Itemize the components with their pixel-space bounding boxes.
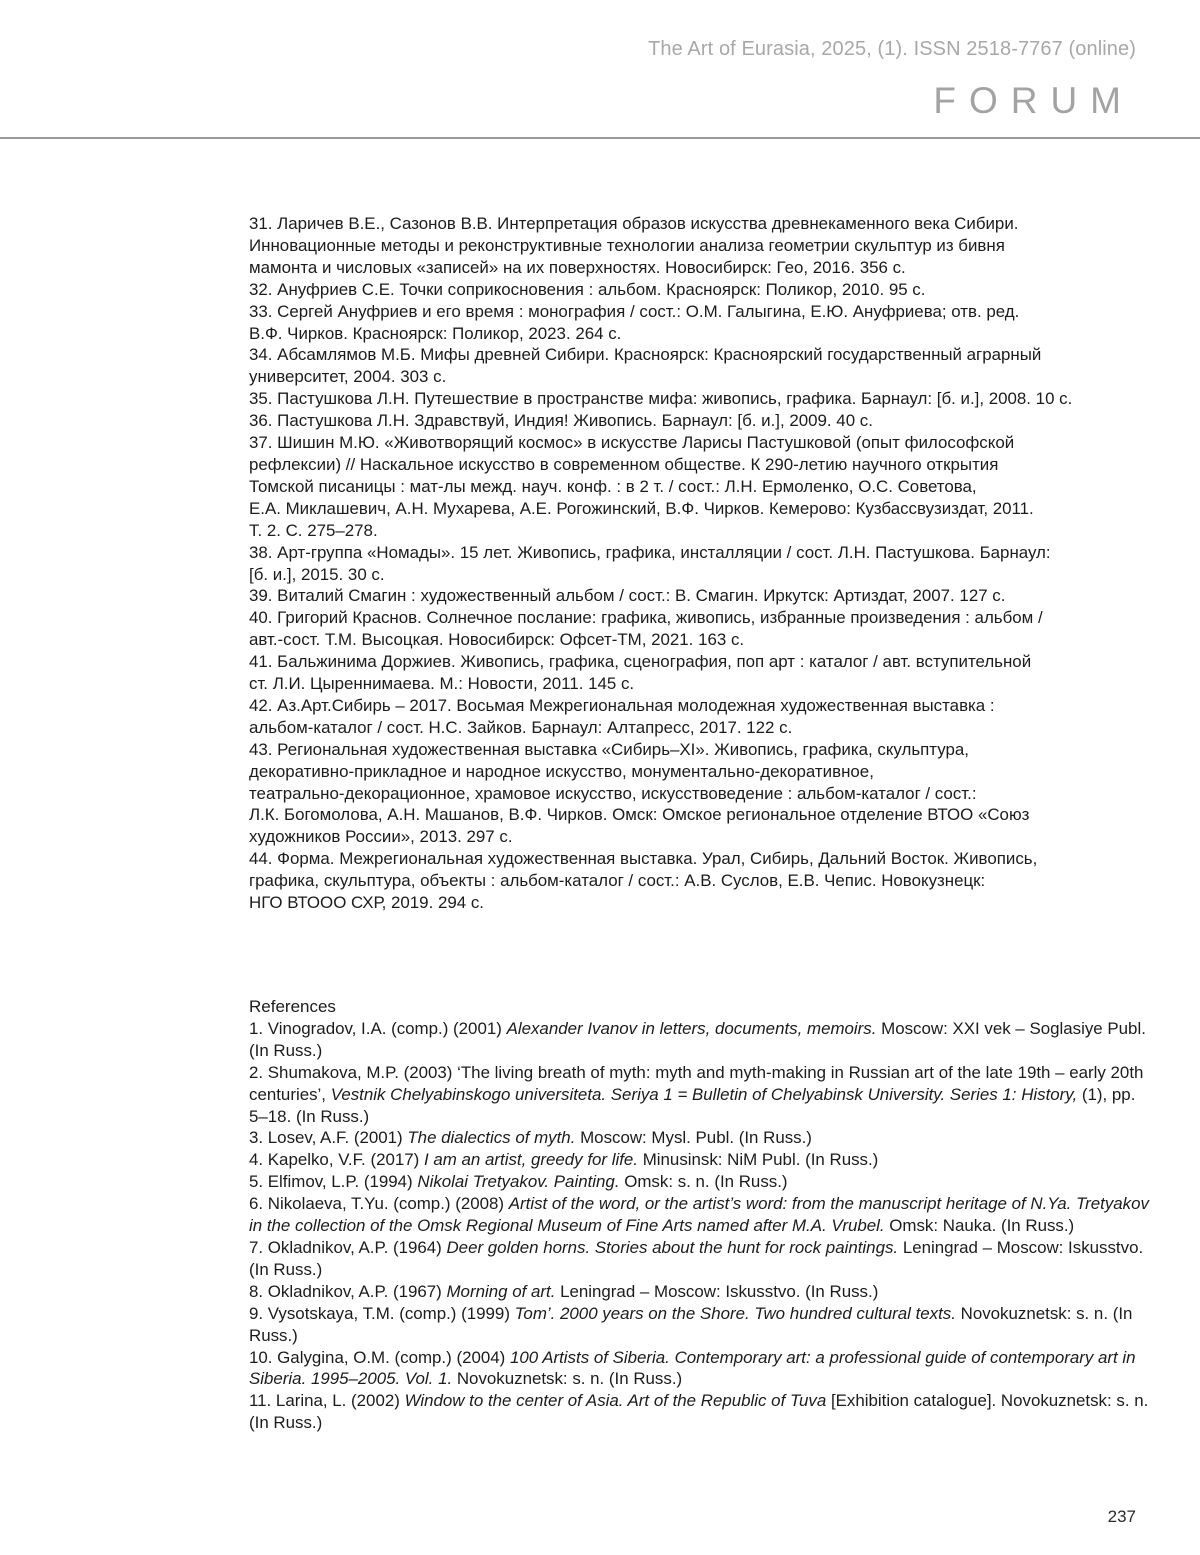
- reference-entry: 37. Шишин М.Ю. «Животворящий космос» в искусстве Ларисы Пастушковой (опыт философской рефлексии) // Наскальное искусство в современном обществе. К 290-летию научного открытия Томской писаницы : мат-лы межд. науч. конф. : в 2 т. / сост.: Л.Н. Ермоленко, О.С. Советова, Е.А. Миклашевич, А.Н. Мухарева, А.Е. Рогожинский, В.Ф. Чирков. Кемерово: Кузбассвузиздат, 2011. Т. 2. С. 275–278.: [249, 433, 1034, 540]
- reference-entry: 41. Бальжинима Доржиев. Живопись, графика, сценография, поп арт : каталог / авт. вступительной ст. Л.И. Цыреннимаева. М.: Новости, 2011. 145 с.: [249, 652, 1032, 694]
- section-title: FORUM: [933, 80, 1134, 121]
- references-heading: References: [249, 997, 336, 1016]
- reference-entry: 40. Григорий Краснов. Солнечное послание: графика, живопись, избранные произведения : альбом / авт.-сост. Т.М. Высоцкая. Новосибирск: Офсет-ТМ, 2021. 163 с.: [249, 608, 1043, 650]
- english-references: [249, 996, 1149, 1434]
- reference-entry: 8. Okladnikov, A.P. (1967) Morning of art. Leningrad – Moscow: Iskusstvo. (In Russ.): [249, 1281, 879, 1301]
- journal-citation: The Art of Eurasia, 2025, (1). ISSN 2518-7767 (online): [648, 38, 1136, 60]
- reference-entry: 35. Пастушкова Л.Н. Путешествие в пространстве мифа: живопись, графика. Барнаул: [б. и.], 2008. 10 с.: [249, 389, 1073, 409]
- reference-entry: 10. Galygina, O.M. (comp.) (2004) 100 Artists of Siberia. Contemporary art: a professional guide of contemporary art in Siberia. 1995–2005. Vol. 1. Novokuznetsk: s. n. (In Russ.): [249, 1347, 1136, 1389]
- reference-entry: 42. Аз.Арт.Сибирь – 2017. Восьмая Межрегиональная молодежная художественная выставка : альбом-каталог / сост. Н.С. Зайков. Барнаул: Алтапресс, 2017. 122 с.: [249, 695, 995, 737]
- reference-entry: 4. Kapelko, V.F. (2017) I am an artist, greedy for life. Minusinsk: NiM Publ. (In Russ.): [249, 1150, 879, 1170]
- reference-entry: 33. Сергей Ануфриев и его время : монография / сост.: О.М. Галыгина, Е.Ю. Ануфриева; отв. ред. В.Ф. Чирков. Красноярск: Поликор, 2023. 264 с.: [249, 301, 1020, 343]
- reference-entry: 6. Nikolaeva, T.Yu. (comp.) (2008) Artist of the word, or the artist’s word: from the manuscript heritage of N.Ya. Tretyakov in the collection of the Omsk Regional Museum of Fine Arts named after M.A. Vrubel. Omsk: Nauka. (In Russ.): [249, 1194, 1149, 1236]
- reference-entry: 7. Okladnikov, A.P. (1964) Deer golden horns. Stories about the hunt for rock paintings. Leningrad – Moscow: Iskusstvo. (In Russ.): [249, 1237, 1144, 1279]
- reference-entry: 39. Виталий Смагин : художественный альбом / сост.: В. Смагин. Иркутск: Артиздат, 2007. 127 с.: [249, 586, 1006, 606]
- reference-entry: 5. Elfimov, L.P. (1994) Nikolai Tretyakov. Painting. Omsk: s. n. (In Russ.): [249, 1172, 788, 1192]
- reference-entry: 11. Larina, L. (2002) Window to the center of Asia. Art of the Republic of Tuva [Exhibition catalogue]. Novokuznetsk: s. n. (In Russ.): [249, 1391, 1149, 1433]
- reference-entry: 34. Абсамлямов М.Б. Мифы древней Сибири. Красноярск: Красноярский государственный аграрный университет, 2004. 303 с.: [249, 345, 1042, 387]
- page-number: 237: [1107, 1507, 1136, 1526]
- reference-entry: 2. Shumakova, M.P. (2003) ‘The living breath of myth: myth and myth-making in Russian art of the late 19th – early 20th centuries’, Vestnik Chelyabinskogo universiteta. Seriya 1 = Bulletin of Chelyabinsk University. Series 1: History, (1), pp. 5–18. (In Russ.): [249, 1062, 1144, 1126]
- reference-entry: 44. Форма. Межрегиональная художественная выставка. Урал, Сибирь, Дальний Восток. Живопись, графика, скульптура, объекты : альбом-каталог / сост.: А.В. Суслов, Е.В. Чепис. Новокузнецк: НГО ВТООО СХР, 2019. 294 с.: [249, 849, 1038, 913]
- russian-reference-list: [249, 213, 1149, 914]
- reference-entry: 3. Losev, A.F. (2001) The dialectics of myth. Moscow: Mysl. Publ. (In Russ.): [249, 1128, 812, 1148]
- header-divider: [0, 137, 1200, 139]
- reference-entry: 32. Ануфриев С.Е. Точки соприкосновения : альбом. Красноярск: Поликор, 2010. 95 с.: [249, 279, 926, 299]
- reference-entry: 38. Арт-группа «Номады». 15 лет. Живопись, графика, инсталляции / сост. Л.Н. Пастушкова. Барнаул: [б. и.], 2015. 30 с.: [249, 542, 1051, 584]
- reference-entry: 9. Vysotskaya, T.M. (comp.) (1999) Tom’. 2000 years on the Shore. Two hundred cultural texts. Novokuznetsk: s. n. (In Russ.): [249, 1303, 1133, 1345]
- reference-entry: 36. Пастушкова Л.Н. Здравствуй, Индия! Живопись. Барнаул: [б. и.], 2009. 40 с.: [249, 411, 873, 431]
- reference-entry: 31. Ларичев В.Е., Сазонов В.В. Интерпретация образов искусства древнекаменного века Сибири. Инновационные методы и реконструктивные технологии анализа геометрии скульптур из бивня мамонта и числовых «записей» на их поверхностях. Новосибирск: Гео, 2016. 356 с.: [249, 214, 1019, 277]
- reference-entry: 43. Региональная художественная выставка «Сибирь–XI». Живопись, графика, скульптура, декоративно-прикладное и народное искусство, монументально-декоративное, театрально-декорационное, храмовое искусство, искусствоведение : альбом-каталог / сост.: Л.К. Богомолова, А.Н. Машанов, В.Ф. Чирков. Омск: Омское региональное отделение ВТОО «Союз художников России», 2013. 297 с.: [249, 739, 1030, 847]
- reference-entry: 1. Vinogradov, I.A. (comp.) (2001) Alexander Ivanov in letters, documents, memoirs. Moscow: XXI vek – Soglasiye Publ. (In Russ.): [249, 1018, 1146, 1060]
